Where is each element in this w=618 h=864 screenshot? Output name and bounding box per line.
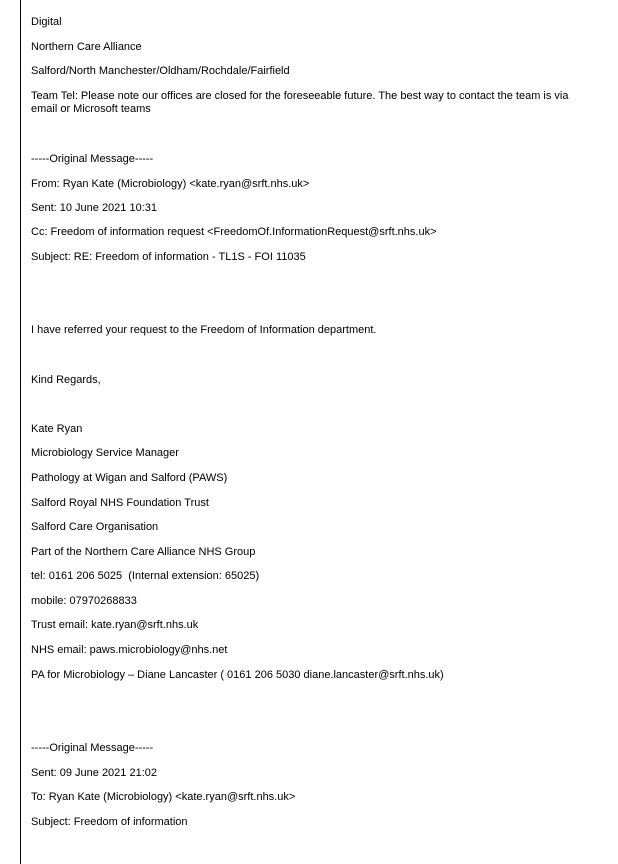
email-subject: Subject: RE: Freedom of information - TL1S - FOI 11035 — [31, 251, 306, 263]
original-message-marker-2: -----Original Message----- — [31, 742, 154, 754]
original-message-marker: -----Original Message----- — [31, 153, 154, 165]
signature-department: Digital — [31, 16, 62, 28]
email-closing: Kind Regards, — [31, 374, 101, 386]
email-body: I have referred your request to the Freedom of Information department. — [31, 324, 377, 336]
email-from: From: Ryan Kate (Microbiology) <kate.ryan@srft.nhs.uk> — [31, 178, 310, 190]
email-subject-2: Subject: Freedom of information — [31, 816, 188, 828]
email-sent: Sent: 10 June 2021 10:31 — [31, 202, 157, 214]
signature-pathology: Pathology at Wigan and Salford (PAWS) — [31, 472, 228, 484]
signature-tel: tel: 0161 206 5025 (Internal extension: 65025) — [31, 570, 260, 582]
signature-locations: Salford/North Manchester/Oldham/Rochdale/Fairfield — [31, 65, 290, 77]
signature-mobile: mobile: 07970268833 — [31, 595, 137, 607]
signature-name: Kate Ryan — [31, 423, 83, 435]
email-sent-2: Sent: 09 June 2021 21:02 — [31, 767, 157, 779]
email-to-2: To: Ryan Kate (Microbiology) <kate.ryan@srft.nhs.uk> — [31, 791, 296, 803]
signature-title: Microbiology Service Manager — [31, 447, 179, 459]
signature-trust: Salford Royal NHS Foundation Trust — [31, 497, 209, 509]
email-cc: Cc: Freedom of information request <FreedomOf.InformationRequest@srft.nhs.uk> — [31, 226, 437, 238]
signature-pa: PA for Microbiology – Diane Lancaster ( 0161 206 5030 diane.lancaster@srft.nhs.uk) — [31, 669, 444, 681]
signature-trust-email: Trust email: kate.ryan@srft.nhs.uk — [31, 619, 199, 631]
signature-nhs-email: NHS email: paws.microbiology@nhs.net — [31, 644, 228, 656]
signature-organisation: Northern Care Alliance — [31, 41, 142, 53]
signature-group: Part of the Northern Care Alliance NHS Group — [31, 546, 256, 558]
signature-team-tel: Team Tel: Please note our offices are closed for the foreseeable future. The best way to contact the team is via email or Microsoft teams — [31, 90, 572, 115]
quote-bar — [20, 0, 21, 864]
signature-care-organisation: Salford Care Organisation — [31, 521, 159, 533]
